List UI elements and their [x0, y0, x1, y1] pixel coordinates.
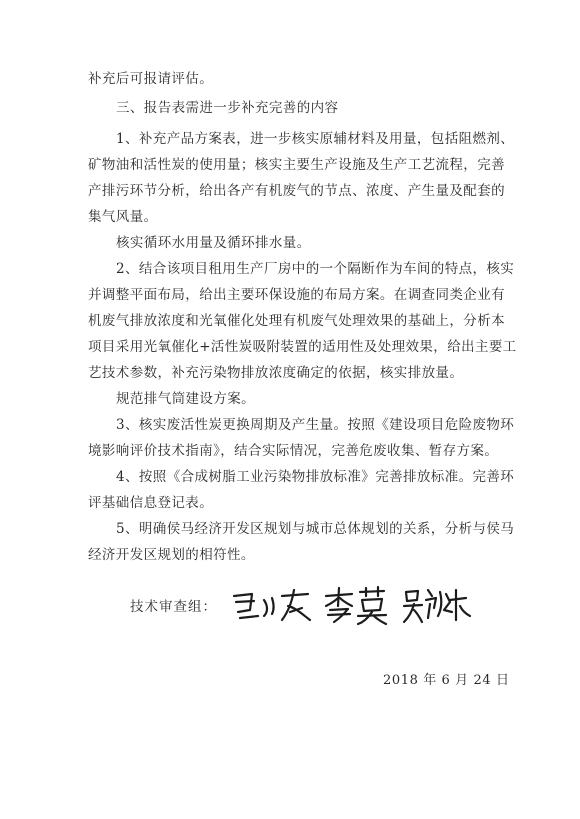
- document-date: 2018 年 6 月 24 日: [383, 673, 510, 688]
- section-heading: 三、报告表需进一步补充完善的内容: [116, 100, 339, 116]
- paragraph-line: 艺技术参数，补充污染物排放浓度确定的依据，核实排放量。: [88, 365, 464, 381]
- paragraph-line: 项目采用光氧催化+活性炭吸附装置的适用性及处理效果，给出主要工: [88, 339, 517, 355]
- signature-2: [322, 582, 390, 628]
- paragraph-line: 矿物油和活性炭的使用量；核实主要生产设施及生产工艺流程，完善: [88, 157, 505, 173]
- paragraph-line: 评基础信息登记表。: [88, 495, 214, 511]
- signature-3: [400, 582, 472, 628]
- paragraph-line: 补充后可报请评估。: [88, 71, 214, 87]
- paragraph-line: 5、明确侯马经济开发区规划与城市总体规划的关系，分析与侯马: [116, 521, 515, 537]
- paragraph-line: 1、补充产品方案表，进一步核实原辅材料及用量，包括阻燃剂、: [116, 131, 515, 147]
- paragraph-line: 境影响评价技术指南》，结合实际情况，完善危废收集、暂存方案。: [88, 443, 499, 459]
- paragraph-line: 3、核实废活性炭更换周期及产生量。按照《建设项目危险废物环: [116, 417, 515, 433]
- paragraph-line: 经济开发区规划的相符性。: [88, 547, 255, 563]
- paragraph-line: 机废气排放浓度和光氧催化处理有机废气处理效果的基础上，分析本: [88, 313, 505, 329]
- paragraph-line: 核实循环水用量及循环排水量。: [116, 235, 311, 251]
- paragraph-line: 产排污环节分析，给出各产有机废气的节点、浓度、产生量及配套的: [88, 183, 505, 199]
- paragraph-line: 并调整平面布局，给出主要环保设施的布局方案。在调查同类企业有: [88, 287, 505, 303]
- paragraph-line: 4、按照《合成树脂工业污染物排放标准》完善排放标准。完善环: [116, 469, 515, 485]
- paragraph-line: 2、结合该项目租用生产厂房中的一个隔断作为车间的特点，核实: [116, 261, 515, 277]
- paragraph-line: 规范排气筒建设方案。: [116, 391, 255, 407]
- paragraph-line: 集气风量。: [88, 209, 158, 225]
- reviewer-label: 技术审查组：: [130, 599, 217, 615]
- signature-1: [228, 582, 316, 628]
